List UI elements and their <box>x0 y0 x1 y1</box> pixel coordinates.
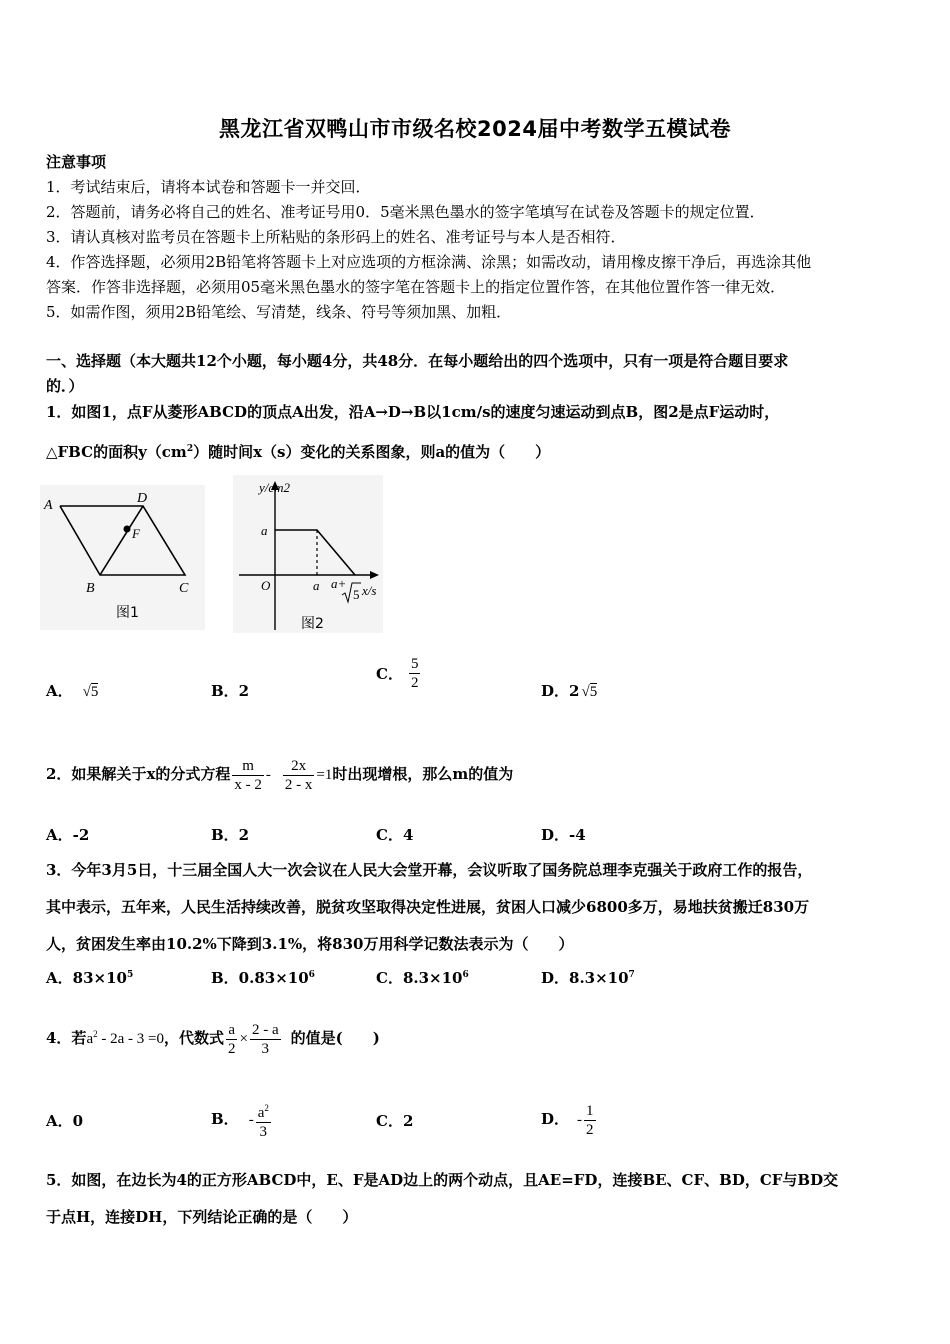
notice-item: 3．请认真核对监考员在答题卡上所粘贴的条形码上的姓名、准考证号与本人是否相符． <box>46 228 626 246</box>
figure-2-caption: 图2 <box>301 616 324 632</box>
figure-1-caption: 图1 <box>116 605 139 621</box>
label-b: B <box>86 581 95 596</box>
label-d: D <box>137 491 148 506</box>
notice-item: 4．作答选择题，必须用2B铅笔将答题卡上对应选项的方框涂满、涂黑；如需改动，请用橡皮擦干净后，再选涂其他 <box>46 253 812 271</box>
q1-option-b[interactable]: B．2 <box>211 682 250 700</box>
label-f: F <box>132 526 140 541</box>
q3-stem-cont: 人，贫困发生率由10.2%下降到3.1%，将830万用科学记数法表示为（ ） <box>46 935 574 953</box>
q1-option-c[interactable]: C． $\frac{5}{2}$ <box>376 656 419 691</box>
q1-stem-cont: △FBC的面积$y(cm^2)$随时间x（s）变化的关系图象，则a的值为（ ） <box>46 443 551 461</box>
q4-option-b[interactable]: B． - $\frac{a^2}{3}$ <box>211 1085 273 1154</box>
q4-option-d[interactable]: D． - $\frac{1}{2}$ <box>541 1102 594 1138</box>
notice-item: 1．考试结束后，请将本试卷和答题卡一并交回． <box>46 178 371 196</box>
notice-item: 5．如需作图，须用2B铅笔绘、写清楚，线条、符号等须加黑、加粗． <box>46 303 512 321</box>
section-header-cont: 的．） <box>46 377 84 395</box>
y-axis-label: y/cm2 <box>259 480 291 495</box>
q5-stem: 5．如图，在边长为4的正方形ABCD中，E、F是AD边上的两个动点，且AE=FD，连接BE、CF、BD，CF与BD交 <box>46 1171 839 1189</box>
label-c: C <box>179 581 189 596</box>
q4-option-a[interactable]: A．0 <box>46 1112 84 1130</box>
tick-a-y: a <box>261 523 268 538</box>
q1-option-a[interactable]: A． √5 <box>46 682 99 700</box>
q2-option-b[interactable]: B．2 <box>211 826 250 844</box>
tick-a-plus: a+ <box>331 576 347 591</box>
q1-figure-2 <box>233 475 383 633</box>
q1-figure-1 <box>40 485 205 630</box>
x-axis-label: x/s <box>362 583 377 598</box>
section-header: 一、选择题（本大题共12个小题，每小题4分，共48分．在每小题给出的四个选项中，只有一项是符合题目要求 <box>46 352 789 370</box>
notice-item: 答案．作答非选择题，必须用05毫米黑色墨水的签字笔在答题卡上的指定位置作答，在其他位置作答一律无效． <box>46 278 786 296</box>
q3-option-b[interactable]: B．$0.83\times 10^6$ <box>211 969 315 987</box>
q2-option-c[interactable]: C．4 <box>376 826 414 844</box>
notice-item: 2．答题前，请务必将自己的姓名、准考证号用0．5毫米黑色墨水的签字笔填写在试卷及答题卡的规定位置． <box>46 203 765 221</box>
q3-option-c[interactable]: C．$8.3\times 10^6$ <box>376 969 469 987</box>
origin-label: O <box>261 578 271 593</box>
q3-stem: 3．今年3月5日，十三届全国人大一次会议在人民大会堂开幕，会议听取了国务院总理李克强关于政府工作的报告， <box>46 861 813 879</box>
tick-a-x: a <box>313 578 320 593</box>
q3-option-d[interactable]: D．$8.3\times 10^7$ <box>541 969 635 987</box>
q2-stem: 2．如果解关于x的分式方程 $\frac{m}{x - 2}$ - $\frac{2x}{2 - x}$ =1时出现增根，那么m的值为 <box>46 757 514 793</box>
q3-stem-cont: 其中表示，五年来，人民生活持续改善，脱贫攻坚取得决定性进展，贫困人口减少6800多万，易地扶贫搬迁830万 <box>46 898 810 916</box>
q1-stem: 1．如图1，点F从菱形ABCD的顶点A出发，沿A→D→B以1cm/s的速度匀速运动到点B，图2是点F运动时， <box>46 403 780 421</box>
q2-option-d[interactable]: D．-4 <box>541 826 586 844</box>
page-title: 黑龙江省双鸭山市市级名校2024届中考数学五模试卷 <box>219 117 731 141</box>
label-a: A <box>44 498 53 513</box>
q2-option-a[interactable]: A．-2 <box>46 826 90 844</box>
q5-stem-cont: 于点H，连接DH，下列结论正确的是（ ） <box>46 1208 358 1226</box>
q3-option-a[interactable]: A．$83\times 10^5$ <box>46 969 134 987</box>
q4-stem: 4．若$a^2 - 2a - 3 =0$，代数式 $\frac{a}{2}$ × $\frac{2 - a}{3}$ 的值是( ) <box>46 1021 380 1057</box>
sqrt-value: 5 <box>353 587 360 602</box>
q4-option-c[interactable]: C．2 <box>376 1112 414 1130</box>
point-f <box>124 526 131 533</box>
notice-heading: 注意事项 <box>46 153 107 171</box>
q1-option-d[interactable]: D．2 √5 <box>541 682 598 700</box>
